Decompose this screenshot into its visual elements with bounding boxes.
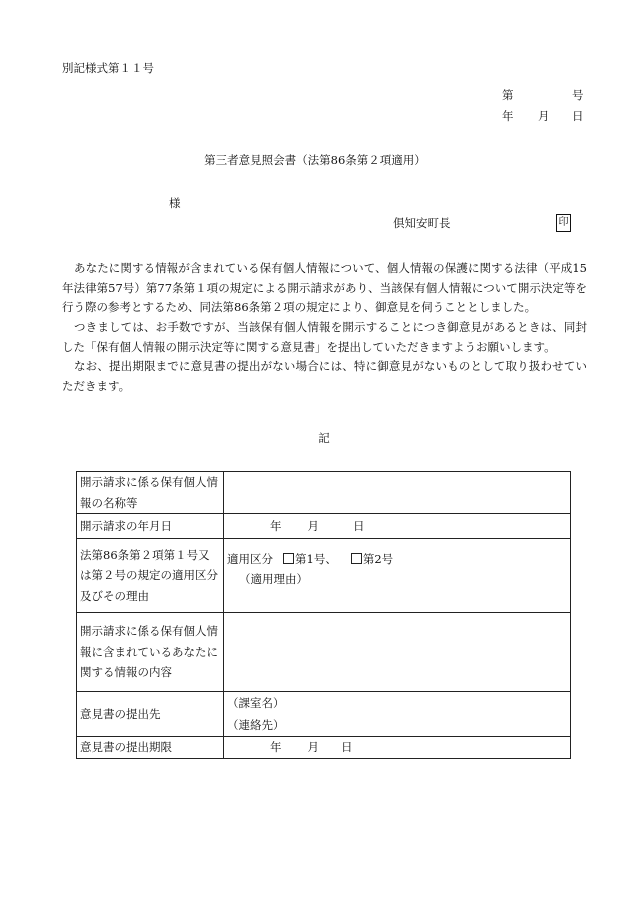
- value-info-name: [224, 472, 571, 514]
- reason-label: （適用理由）: [239, 572, 308, 586]
- info-table: [76, 471, 571, 759]
- ki-heading: 記: [318, 431, 330, 445]
- doc-number-prefix: 第: [502, 88, 514, 102]
- value-submission-deadline: [224, 737, 571, 759]
- category-label: 適用区分: [227, 552, 273, 566]
- sender-name: 倶知安町長: [393, 216, 451, 230]
- row-label-info-name: 開示請求に係る保有個人情報の名称等: [77, 472, 224, 514]
- option-clause-2: 第2号: [362, 552, 394, 566]
- row-label-submission-deadline: 意見書の提出期限: [77, 737, 224, 759]
- deadline-year: 年: [270, 740, 282, 754]
- table-row: [77, 613, 571, 692]
- deadline-month: 月: [307, 740, 319, 754]
- dept-label: （課室名）: [227, 696, 285, 710]
- row-label-applicable-category: 法第86条第２項第１号又は第２号の規定の適用区分及びその理由: [77, 539, 224, 613]
- doc-number-suffix: 号: [572, 88, 584, 102]
- row-label-request-date: 開示請求の年月日: [77, 514, 224, 539]
- body-paragraph-2: つきましては、お手数ですが、当該保有個人情報を開示することにつき御意見があるときは、同封した「保有個人情報の開示決定等に関する意見書」を提出していただきますようお願いします。: [62, 320, 587, 354]
- row-label-info-content: 開示請求に係る保有個人情報に含まれているあなたに関する情報の内容: [77, 613, 224, 692]
- value-applicable-category: [224, 539, 571, 613]
- request-date-year: 年: [270, 518, 282, 533]
- deadline-day: 日: [341, 740, 353, 754]
- table-row: [77, 472, 571, 514]
- row-label-submission-destination: 意見書の提出先: [77, 692, 224, 737]
- issue-date-year: 年: [502, 109, 514, 123]
- recipient-honorific: 様: [169, 196, 181, 210]
- table-row: [77, 737, 571, 759]
- document-title: 第三者意見照会書（法第86条第２項適用）: [204, 153, 426, 167]
- issue-date-month: 月: [538, 109, 550, 123]
- issue-date-day: 日: [572, 109, 584, 123]
- value-submission-destination: [224, 692, 571, 737]
- table-row: [77, 692, 571, 737]
- value-request-date: [224, 514, 571, 539]
- body-paragraph-3: なお、提出期限までに意見書の提出がない場合には、特に御意見がないものとして取り扱わせていただきます。: [62, 359, 587, 393]
- form-number: 別記様式第１１号: [62, 61, 154, 75]
- request-date-month: 月: [307, 518, 319, 533]
- request-date-day: 日: [353, 518, 365, 533]
- table-row: [77, 514, 571, 539]
- checkbox-clause-1[interactable]: [283, 553, 294, 564]
- contact-label: （連絡先）: [227, 718, 285, 732]
- option-clause-1: 第1号、: [295, 552, 337, 566]
- seal-stamp-box: 印: [556, 214, 571, 232]
- table-row: [77, 539, 571, 613]
- body-paragraph-1: あなたに関する情報が含まれている保有個人情報について、個人情報の保護に関する法律（平成15年法律第57号）第77条第１項の規定による開示請求があり、当該保有個人情報について開示決定等を行う際の参考とするため、同法第86条第２項の規定により、御意見を伺うこととしました。: [62, 261, 587, 314]
- value-info-content: [224, 613, 571, 692]
- checkbox-clause-2[interactable]: [351, 553, 362, 564]
